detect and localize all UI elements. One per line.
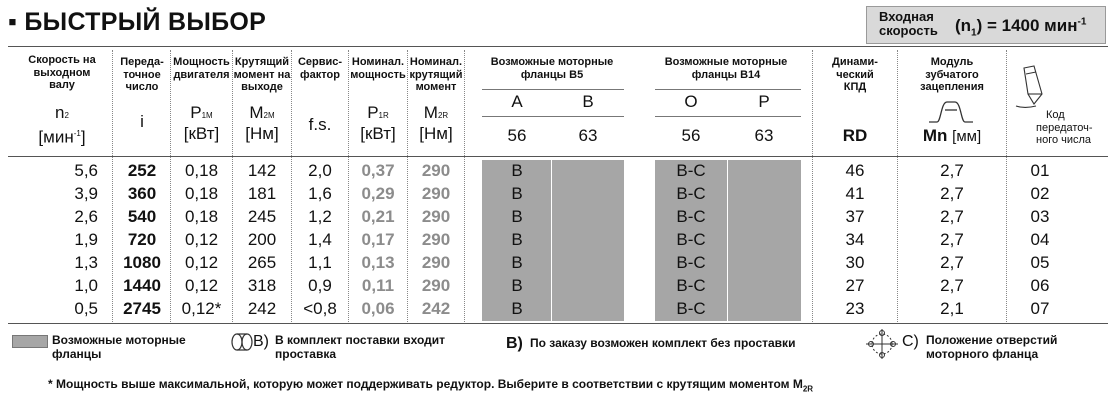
- col-eff-label: Динами- ческий КПД: [832, 56, 878, 93]
- cell-m2m: 200: [247, 230, 277, 249]
- cell-m2m: 318: [247, 276, 277, 295]
- cell-p1r: 0,06: [361, 299, 395, 318]
- cell-rd: 46: [845, 161, 865, 180]
- cell-m2m: 142: [247, 161, 277, 180]
- cell-b14: B-C: [676, 253, 706, 272]
- col-torque-label: Крутящий момент на выходе: [233, 56, 291, 93]
- gear-tooth-icon: [927, 96, 975, 126]
- cell-fs: <0,8: [303, 299, 337, 318]
- cell-i: 1440: [123, 276, 161, 295]
- legend-b-order-mark: B): [506, 335, 523, 352]
- cell-m2m: 245: [247, 207, 277, 226]
- cell-rd: 37: [845, 207, 865, 226]
- cell-i: 252: [127, 161, 157, 180]
- page-title: ▪ БЫСТРЫЙ ВЫБОР: [8, 8, 267, 36]
- b5-sub-rule-2: [482, 116, 624, 117]
- col-nom-power-label: Номинал. мощность: [350, 56, 406, 81]
- cell-fs: 1,4: [308, 230, 332, 249]
- legend-flanges: Возможные моторные фланцы: [52, 333, 186, 361]
- b14-sub-rule: [655, 89, 801, 90]
- cell-b5: B: [511, 253, 523, 272]
- flange-legend-swatch: [12, 335, 48, 348]
- b5-size-56: 56: [507, 126, 527, 145]
- cell-b5: B: [511, 207, 523, 226]
- b14-size-63: 63: [754, 126, 774, 145]
- cell-b5: B: [511, 184, 523, 203]
- cell-b14: B-C: [676, 230, 706, 249]
- b14-sub-p: P: [758, 92, 770, 111]
- cell-i: 360: [127, 184, 157, 203]
- b14-sub-o: O: [684, 92, 698, 111]
- cell-b5: B: [511, 299, 523, 318]
- cell-b14: B-C: [676, 161, 706, 180]
- cell-m2r: 290: [421, 276, 451, 295]
- b14-size-56: 56: [681, 126, 701, 145]
- col-b14-label: Возможные моторные фланцы B14: [664, 56, 788, 81]
- cell-m2r: 242: [421, 299, 451, 318]
- cell-p1m: 0,12: [184, 253, 219, 272]
- cell-fs: 1,6: [308, 184, 332, 203]
- cell-b14: B-C: [676, 299, 706, 318]
- cell-m2r: 290: [421, 184, 451, 203]
- cell-p1m: 0,12*: [181, 299, 222, 318]
- col-ratio-symbol: i: [140, 112, 144, 131]
- cell-p1r: 0,11: [361, 276, 395, 295]
- col-ratio-label: Переда- точное число: [120, 56, 164, 93]
- cell-i: 1080: [123, 253, 161, 272]
- legend-b-mark: B): [253, 333, 269, 350]
- cell-code: 02: [1030, 184, 1050, 203]
- cell-code: 04: [1030, 230, 1050, 249]
- header-top-rule: [8, 46, 1108, 47]
- cell-p1r: 0,37: [361, 161, 395, 180]
- col-eff-symbol: RD: [842, 126, 868, 145]
- col-power-symbol: P1M [кВт]: [183, 103, 220, 143]
- cell-fs: 1,1: [308, 253, 332, 272]
- cell-fs: 0,9: [308, 276, 332, 295]
- cell-n2: 3,9: [74, 184, 98, 203]
- cell-n2: 1,9: [74, 230, 98, 249]
- input-speed-label: Входная скорость: [879, 9, 938, 38]
- b14-sub-rule-2: [655, 116, 801, 117]
- cell-b5: B: [511, 230, 523, 249]
- cell-b14: B-C: [676, 207, 706, 226]
- cell-p1r: 0,17: [361, 230, 395, 249]
- cell-code: 03: [1030, 207, 1050, 226]
- col-service-label: Сервис- фактор: [297, 56, 343, 81]
- cell-n2: 1,3: [74, 253, 98, 272]
- cell-fs: 1,2: [308, 207, 332, 226]
- col-torque-symbol: M2M [Нм]: [245, 103, 279, 143]
- legend-holes: Положение отверстий моторного фланца: [926, 333, 1058, 361]
- col-power-label: Мощность двигателя: [173, 56, 230, 81]
- b14-shade-divider: [727, 160, 728, 321]
- cell-p1m: 0,18: [184, 184, 219, 203]
- col-sep: [464, 50, 465, 322]
- cell-mn: 2,7: [940, 276, 964, 295]
- cell-n2: 2,6: [74, 207, 98, 226]
- cell-code: 01: [1030, 161, 1050, 180]
- cell-mn: 2,7: [940, 161, 964, 180]
- cell-fs: 2,0: [308, 161, 332, 180]
- col-module-symbol: Mn [мм]: [922, 126, 982, 145]
- cell-m2r: 290: [421, 253, 451, 272]
- b5-size-63: 63: [578, 126, 598, 145]
- cell-p1r: 0,21: [361, 207, 395, 226]
- b5-sub-b: B: [582, 92, 594, 111]
- b5-sub-rule: [482, 89, 624, 90]
- cell-m2m: 181: [247, 184, 277, 203]
- col-nom-torque-label: Номинал. крутящий момент: [409, 56, 463, 93]
- cell-p1m: 0,18: [184, 161, 219, 180]
- cell-n2: 0,5: [74, 299, 98, 318]
- cell-mn: 2,7: [940, 230, 964, 249]
- cell-p1r: 0,13: [361, 253, 395, 272]
- cell-b14: B-C: [676, 276, 706, 295]
- col-nom-torque-symbol: M2R [Нм]: [419, 103, 453, 143]
- cell-rd: 27: [845, 276, 865, 295]
- col-speed-symbol: n2 [мин$^{-1}$]: [38, 103, 86, 147]
- col-code-label: Код передаточ- ного числа: [1036, 109, 1093, 146]
- col-speed-label: Скорость на выходном валу: [28, 54, 96, 91]
- cell-m2r: 290: [421, 207, 451, 226]
- col-module-label: Модуль зубчатого зацепления: [920, 56, 984, 93]
- col-sep: [112, 50, 113, 322]
- flange-holes-icon: [864, 329, 900, 359]
- cell-rd: 23: [845, 299, 865, 318]
- input-speed-box: [866, 6, 1106, 44]
- cell-rd: 34: [845, 230, 865, 249]
- b5-sub-a: A: [511, 92, 523, 111]
- legend-spacer-included: В комплект поставки входит проставка: [275, 333, 446, 361]
- cell-rd: 41: [845, 184, 865, 203]
- cell-b5: B: [511, 161, 523, 180]
- cell-i: 540: [127, 207, 157, 226]
- cell-n2: 5,6: [74, 161, 98, 180]
- table-bottom-rule: [8, 323, 1108, 324]
- cell-n2: 1,0: [74, 276, 98, 295]
- cell-b5: B: [511, 276, 523, 295]
- cell-m2m: 265: [247, 253, 277, 272]
- legend-c-mark: C): [902, 333, 919, 350]
- input-speed-value: $(n_1) = 1400$ мин$^{-1}$: [955, 16, 1087, 39]
- cell-b14: B-C: [676, 184, 706, 203]
- cell-m2r: 290: [421, 230, 451, 249]
- cell-m2r: 290: [421, 161, 451, 180]
- footnote: * Мощность выше максимальной, которую может поддерживать редуктор. Выберите в соответствии с крутящим моментом $M_{2R}$: [48, 377, 814, 394]
- cell-mn: 2,1: [940, 299, 964, 318]
- cell-p1m: 0,12: [184, 276, 219, 295]
- pencil-icon: [1014, 64, 1050, 110]
- cell-p1m: 0,18: [184, 207, 219, 226]
- cell-code: 06: [1030, 276, 1050, 295]
- cell-mn: 2,7: [940, 207, 964, 226]
- col-sep: [1006, 50, 1007, 322]
- col-b5-label: Возможные моторные фланцы B5: [490, 56, 614, 81]
- legend-order-text: По заказу возможен комплект без проставки: [530, 336, 796, 350]
- cell-p1m: 0,12: [184, 230, 219, 249]
- col-nom-power-symbol: P1R [кВт]: [360, 103, 396, 143]
- cell-mn: 2,7: [940, 184, 964, 203]
- cell-m2m: 242: [247, 299, 277, 318]
- cell-rd: 30: [845, 253, 865, 272]
- cell-mn: 2,7: [940, 253, 964, 272]
- cell-p1r: 0,29: [361, 184, 395, 203]
- cell-i: 2745: [123, 299, 161, 318]
- spacer-icon: [230, 331, 254, 353]
- cell-code: 05: [1030, 253, 1050, 272]
- header-bottom-rule: [8, 156, 1108, 157]
- col-service-symbol: f.s.: [308, 115, 332, 134]
- cell-code: 07: [1030, 299, 1050, 318]
- cell-i: 720: [127, 230, 157, 249]
